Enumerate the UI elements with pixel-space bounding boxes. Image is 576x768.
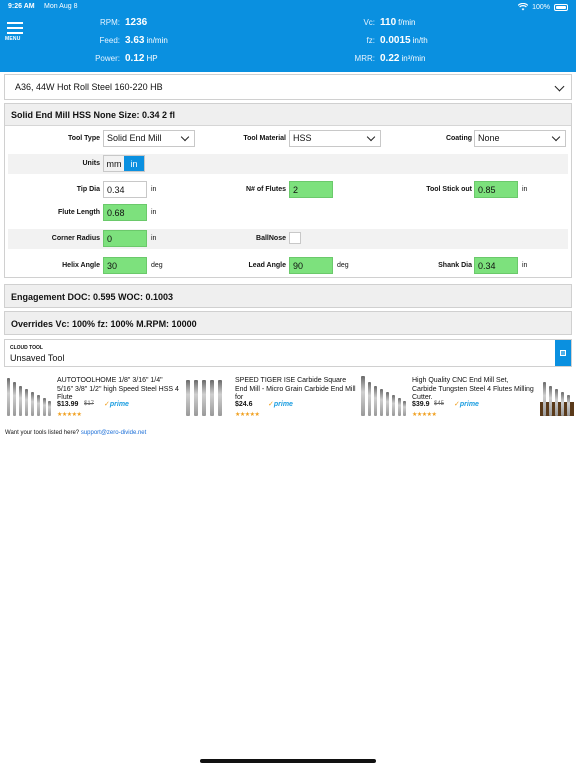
chevron-down-icon [555, 82, 565, 92]
stickout-label: Tool Stick out [426, 186, 472, 193]
flute-length-input[interactable]: 0.68 [103, 204, 147, 221]
stat-label: Power: [95, 54, 120, 63]
listing-footer [5, 430, 146, 436]
helix-angle-input[interactable]: 30 [103, 257, 147, 274]
stat-unit: in/min [146, 36, 168, 45]
chevron-down-icon [181, 133, 189, 141]
tool-type-label: Tool Type [67, 135, 100, 142]
tool-panel [4, 103, 572, 278]
helix-angle-label: Helix Angle [62, 262, 100, 269]
shank-dia-input[interactable]: 0.34 [474, 257, 518, 274]
tip-dia-unit: in [151, 186, 157, 193]
ad-item-partial[interactable] [538, 376, 576, 422]
end-mill-set-image [359, 376, 407, 418]
hamburger-icon [7, 22, 23, 24]
ad-item[interactable] [359, 376, 535, 422]
battery-icon [554, 4, 568, 11]
results-header [0, 14, 576, 72]
corner-radius-unit: in [151, 235, 157, 242]
support-email-link[interactable]: support@zero-divide.net [80, 430, 147, 436]
stat-value: 1236 [125, 17, 148, 28]
stat-label: Vc: [363, 18, 375, 27]
stat-unit: f/min [398, 18, 416, 27]
prime-badge: ✓prime [454, 401, 479, 408]
rating-stars: ★★★★★ [412, 412, 437, 418]
menu-button[interactable] [6, 20, 24, 42]
end-mill-set-image [4, 376, 52, 418]
lead-angle-label: Lead Angle [248, 262, 286, 269]
status-right [518, 3, 568, 11]
stat-unit: in/th [412, 36, 428, 45]
cloud-tool-label: CLOUD TOOL [10, 345, 43, 351]
menu-label: MENU [5, 36, 21, 42]
corner-radius-label: Corner Radius [51, 235, 100, 242]
rating-stars: ★★★★★ [235, 412, 260, 418]
tool-row-units [8, 154, 568, 174]
status-bar [0, 0, 576, 14]
ad-title: SPEED TIGER ISE Carbide Square End Mill - Micro Grain Carbide End Mill for [235, 377, 356, 401]
prime-text: prime [109, 401, 129, 408]
chevron-down-icon [367, 133, 375, 141]
chevron-down-icon [552, 133, 560, 141]
engagement-section[interactable]: Engagement DOC: 0.595 WOC: 0.1003 [4, 284, 572, 308]
units-toggle[interactable] [103, 155, 145, 172]
helix-angle-unit: deg [151, 262, 163, 269]
stat-value: 0.22 [380, 53, 400, 64]
ad-title: AUTOTOOLHOME 1/8" 3/16" 1/4" 5/16" 3/8" 1/2" high Speed Steel HSS 4 Flute [57, 377, 179, 401]
tool-row-type [8, 129, 568, 149]
cloud-tool [4, 339, 572, 367]
ad-title: High Quality CNC End Mill Set, Carbide Tungsten Steel 4 Flutes Milling Cutter. [412, 377, 534, 401]
material-selected: A36, 44W Hot Roll Steel 160-220 HB [15, 82, 163, 92]
prime-text: prime [459, 401, 479, 408]
coating-label: Coating [445, 135, 472, 142]
ballnose-checkbox[interactable] [289, 232, 301, 244]
tool-material-select[interactable] [289, 130, 381, 147]
stat-value: 0.12 [125, 53, 145, 64]
coating-select[interactable] [474, 130, 566, 147]
stat-power [80, 53, 158, 64]
hamburger-icon-bar [7, 32, 23, 34]
stat-value: 110 [380, 17, 397, 28]
prime-text: prime [273, 401, 293, 408]
stat-vc [335, 17, 415, 28]
tip-dia-input[interactable]: 0.34 [103, 181, 147, 198]
shank-dia-unit: in [522, 262, 528, 269]
stat-rpm [80, 17, 149, 28]
tool-panel-title[interactable]: Solid End Mill HSS None Size: 0.34 2 fl [5, 104, 571, 126]
prime-badge: ✓prime [104, 401, 129, 408]
stat-label: MRR: [354, 54, 375, 63]
shank-dia-label: Shank Dia [438, 262, 472, 269]
end-mill-set-image [538, 376, 576, 418]
stickout-unit: in [522, 186, 528, 193]
tool-row-flute-length [8, 203, 568, 223]
stat-label: fz: [366, 36, 375, 45]
cloud-save-icon [560, 350, 566, 356]
lead-angle-input[interactable]: 90 [289, 257, 333, 274]
stat-feed [80, 35, 168, 46]
status-date: Mon Aug 8 [44, 3, 78, 10]
flute-length-unit: in [151, 209, 157, 216]
stat-mrr [335, 53, 425, 64]
cloud-tool-button[interactable] [555, 340, 571, 366]
flute-length-label: Flute Length [58, 209, 100, 216]
ad-price: $24.6 [235, 401, 253, 408]
units-mm-option[interactable]: mm [106, 159, 122, 169]
material-dropdown[interactable] [4, 74, 572, 100]
tool-material-value: HSS [293, 133, 312, 143]
stat-unit: in³/min [401, 54, 426, 63]
ad-item[interactable] [182, 376, 358, 422]
stat-fz [335, 35, 428, 46]
overrides-section[interactable]: Overrides Vc: 100% fz: 100% M.RPM: 10000 [4, 311, 572, 335]
hamburger-icon-bar [7, 27, 23, 29]
tool-row-diameter [8, 180, 568, 200]
stat-label: RPM: [100, 18, 120, 27]
tool-type-select[interactable] [103, 130, 195, 147]
flutes-label: N# of Flutes [245, 186, 286, 193]
stat-value: 3.63 [125, 35, 145, 46]
ad-item[interactable] [4, 376, 180, 422]
status-time: 9:26 AM [8, 3, 35, 10]
ad-price: $13.99 [57, 401, 79, 408]
tool-row-corner [8, 229, 568, 249]
wifi-icon [518, 3, 528, 11]
tool-row-angles [8, 256, 568, 276]
home-indicator[interactable] [200, 759, 376, 763]
corner-radius-input[interactable]: 0 [103, 230, 147, 247]
stat-unit: HP [146, 54, 158, 63]
tip-dia-label: Tip Dia [76, 186, 100, 193]
end-mill-set-image [182, 376, 230, 418]
tool-material-label: Tool Material [243, 135, 286, 142]
prime-badge: ✓prime [268, 401, 293, 408]
units-in-option[interactable]: in [124, 156, 144, 171]
lead-angle-unit: deg [337, 262, 349, 269]
cloud-tool-name: Unsaved Tool [10, 353, 65, 363]
units-label: Units [82, 160, 100, 167]
ad-old-price: $45 [434, 401, 445, 407]
footer-text: Want your tools listed here? [5, 430, 80, 436]
ad-old-price: $17 [84, 401, 95, 407]
stat-label: Feed: [99, 36, 120, 45]
stickout-input[interactable]: 0.85 [474, 181, 518, 198]
stat-value: 0.0015 [380, 35, 411, 46]
battery-percent: 100% [532, 3, 550, 11]
flutes-input[interactable]: 2 [289, 181, 333, 198]
ballnose-label: BallNose [256, 235, 286, 242]
rating-stars: ★★★★★ [57, 412, 82, 418]
tool-type-value: Solid End Mill [107, 133, 162, 143]
ad-price: $39.9 [412, 401, 430, 408]
coating-value: None [478, 133, 500, 143]
